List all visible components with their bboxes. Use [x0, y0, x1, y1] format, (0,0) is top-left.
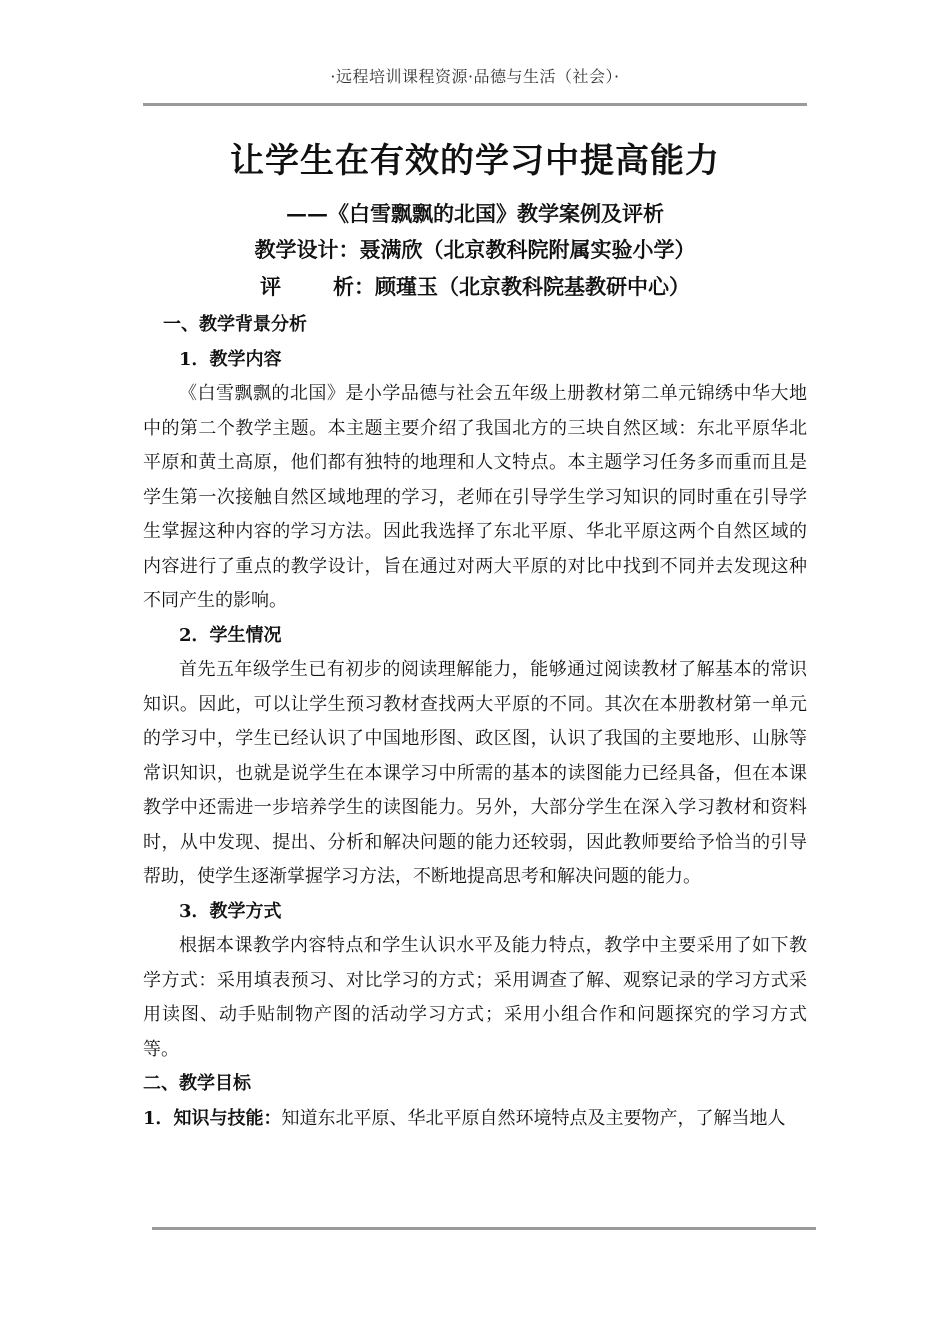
header-divider [143, 103, 807, 106]
document-subtitle: ——《白雪飘飘的北国》教学案例及评析 [286, 201, 664, 226]
section-heading-background: 一、教学背景分析 [163, 314, 307, 335]
credit-design-value: 聂满欣（北京教科院附属实验小学） [359, 237, 696, 262]
credit-design-label: 教学设计： [254, 237, 360, 262]
document-body [143, 308, 807, 1136]
credit-review-label-1: 评 [260, 274, 281, 299]
credit-design [0, 234, 950, 264]
goal-knowledge-skills-label: 1．知识与技能： [143, 1107, 282, 1129]
credit-review [0, 271, 950, 301]
subsection-heading-content: 1．教学内容 [179, 348, 282, 370]
document-title: 让学生在有效的学习中提高能力 [230, 141, 720, 181]
goal-knowledge-skills [143, 1102, 807, 1137]
subsection-heading-methods: 3．教学方式 [179, 900, 282, 922]
paragraph-methods: 根据本课教学内容特点和学生认识水平及能力特点，教学中主要采用了如下教学方式：采用填表预习、对比学习的方式；采用调查了解、观察记录的学习方式采用读图、动手贴制物产图的活动学习方式；采用小组合作和问题探究的学习方式等。 [143, 935, 807, 1060]
running-header: ·远程培训课程资源·品德与生活（社会）· [330, 67, 620, 86]
paragraph-students: 首先五年级学生已有初步的阅读理解能力，能够通过阅读教材了解基本的常识知识。因此，可以让学生预习教材查找两大平原的不同。其次在本册教材第一单元的学习中，学生已经认识了中国地形图、政区图，认识了我国的主要地形、山脉等常识知识，也就是说学生在本课学习中所需的基本的读图能力已经具备，但在本课教学中还需进一步培养学生的读图能力。另外，大部分学生在深入学习教材和资料时，从中发现、提出、分析和解决问题的能力还较弱，因此教师要给予恰当的引导帮助，使学生逐渐掌握学习方法，不断地提高思考和解决问题的能力。 [143, 659, 807, 887]
footer-divider [152, 1227, 816, 1230]
paragraph-content: 《白雪飘飘的北国》是小学品德与社会五年级上册教材第二单元锦绣中华大地中的第二个教学主题。本主题主要介绍了我国北方的三块自然区域：东北平原华北平原和黄土高原，他们都有独特的地理和人文特点。本主题学习任务多而重而且是学生第一次接触自然区域地理的学习，老师在引导学生学习知识的同时重在引导学生掌握这种内容的学习方法。因此我选择了东北平原、华北平原这两个自然区域的内容进行了重点的教学设计，旨在通过对两大平原的对比中找到不同并去发现这种不同产生的影响。 [143, 383, 807, 611]
section-heading-goals: 二、教学目标 [143, 1073, 251, 1094]
credit-review-value: 顾瑾玉（北京教科院基教研中心） [375, 274, 690, 299]
goal-knowledge-skills-text: 知道东北平原、华北平原自然环境特点及主要物产，了解当地人 [281, 1107, 786, 1129]
credit-review-label-2: 析： [333, 274, 375, 299]
subsection-heading-students: 2．学生情况 [179, 624, 282, 646]
